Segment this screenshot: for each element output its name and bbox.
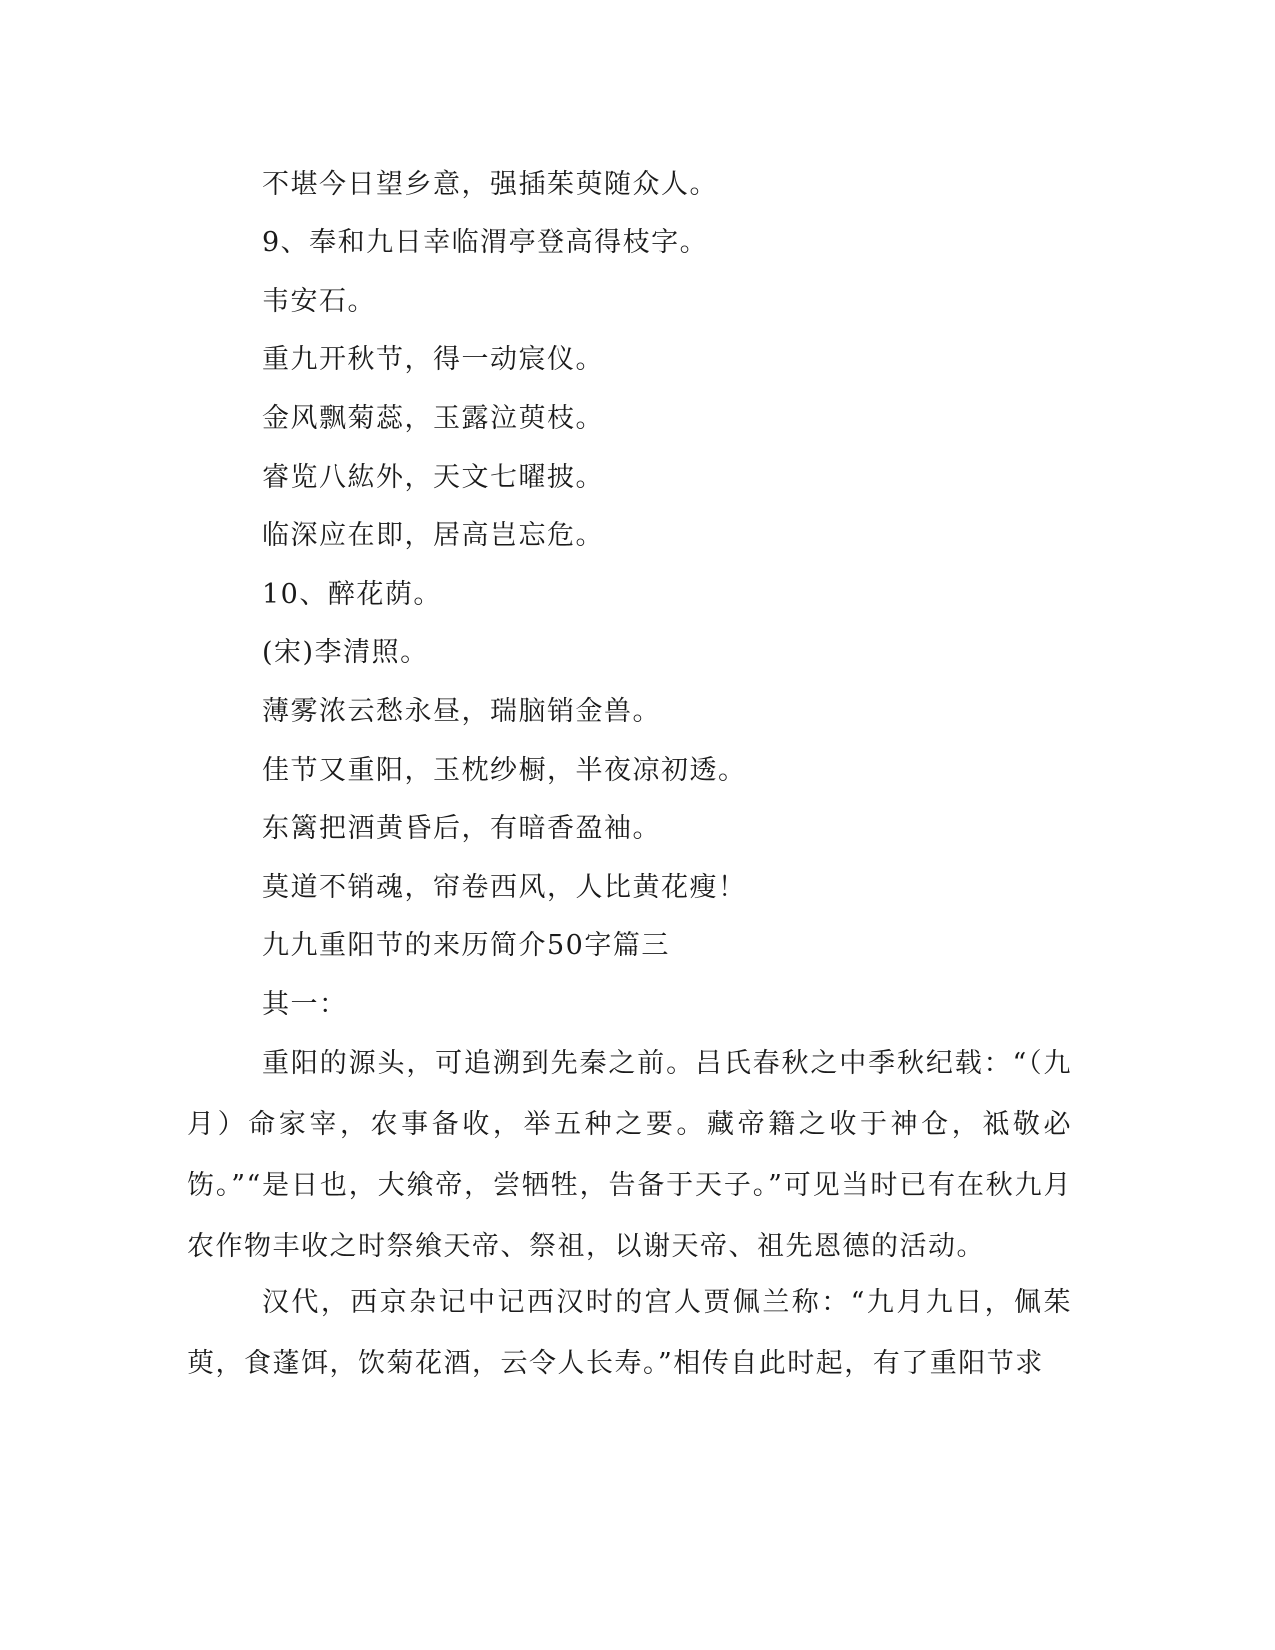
subsection-label: 其一： xyxy=(262,989,348,1020)
poem-line: 东篱把酒黄昏后，有暗香盈袖。 xyxy=(262,813,661,844)
poem-line: 莫道不销魂，帘卷西风，人比黄花瘦！ xyxy=(262,872,747,903)
body-paragraph: 汉代，西京杂记中记西汉时的宫人贾佩兰称：“九月九日，佩茱萸，食蓬饵，饮菊花酒，云令人长寿。”相传自此时起，有了重阳节求 xyxy=(187,1287,1072,1379)
poem-line: 薄雾浓云愁永昼，瑞脑销金兽。 xyxy=(262,696,661,727)
poem-author: 韦安石。 xyxy=(262,286,376,317)
body-paragraph: 重阳的源头，可追溯到先秦之前。吕氏春秋之中季秋纪载：“（九月）命家宰，农事备收，举五种之要。藏帝籍之收于神仓，祗敬必饬。”“是日也，大飨帝，尝牺牲，告备于天子。”可见当时已有在秋九月农作物丰收之时祭飨天帝、祭祖，以谢天帝、祖先恩德的活动。 xyxy=(187,1048,1072,1262)
poem-line: 金风飘菊蕊，玉露泣萸枝。 xyxy=(262,403,604,434)
poem-line: 佳节又重阳，玉枕纱橱，半夜凉初透。 xyxy=(262,755,747,786)
poem-title: 9、奉和九日幸临渭亭登高得枝字。 xyxy=(262,227,709,258)
poem-author: (宋)李清照。 xyxy=(262,637,429,668)
poem-line: 不堪今日望乡意，强插茱萸随众人。 xyxy=(262,169,718,200)
poem-line: 重九开秋节，得一动宸仪。 xyxy=(262,344,604,375)
poem-line: 睿览八紘外，天文七曜披。 xyxy=(262,462,604,493)
poem-line: 临深应在即，居高岂忘危。 xyxy=(262,520,604,551)
section-heading: 九九重阳节的来历简介50字篇三 xyxy=(262,930,670,961)
poem-title: 10、醉花荫。 xyxy=(262,579,442,610)
